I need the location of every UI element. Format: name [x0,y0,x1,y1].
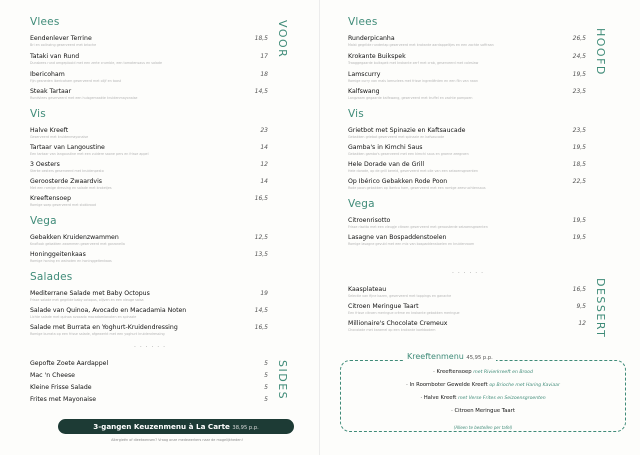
course-desc: op Brioche met Haring Kaviaar [489,383,560,388]
side-item [30,396,268,403]
kreeften-course: · Kreeftensoep met Rivierkreeft en Brood [433,369,533,375]
item-price: 19,5 [572,144,586,151]
kreeftenmenu-label: Kreeftenmenu [407,352,464,361]
item-name: Salade van Quinoa, Avocado en Macadamia Noten [30,307,187,314]
item-desc: Fijn gesneden ibericoham geserveerd met olijf en toast [30,79,122,83]
item-name: Lasagne van Bospaddenstoelen [348,234,447,241]
menu-item [30,290,268,302]
course-name: Halve Kreeft [423,395,457,401]
item-price: 13,5 [254,251,268,258]
menu-item [30,144,268,156]
menu-item [30,35,268,47]
item-name: Frites met Mayonaise [30,396,97,403]
dessert-item [348,303,586,315]
item-name: Geroosterde Zwaardvis [30,178,103,185]
item-desc: Traaggegaarde buikspek met krokante zerf met crab, geserveerd met coleslaw [348,61,479,65]
vertical-label-hoofd: HOOFD [594,28,607,76]
menu-item [348,144,586,156]
item-name: Halve Kreeft [30,127,69,134]
menu-item [30,307,268,319]
keuzenmenu-label: 3-gangen Keuzenmenu à La Carte [93,422,230,431]
keuzenmenu-banner [58,419,294,434]
item-price: 26,5 [572,35,586,42]
item-name: Lamscurry [348,71,381,78]
menu-item [30,178,268,190]
item-desc: Een tartaar van langoustine met een zuidere saone pers en frisse appel [30,152,149,156]
item-desc: Geserveerd met kruidenmayonaise [30,135,89,139]
item-desc: Frisse salade met gegrilde baby octopus, olijven en een vleuge salsa [30,298,144,302]
kreeften-course: · In Roomboter Gewelde Kreeft op Brioche met Haring Kaviaar [406,382,560,388]
menu-item [348,53,586,65]
item-desc: Romige burrata op een frisse salade, afgewerkt met een yoghurt kruidendressing [30,332,165,336]
item-price: 19,5 [572,71,586,78]
side-item [30,372,268,379]
menu-item [348,71,586,83]
page-fold [319,0,320,455]
section-title-salades: Salades [30,271,73,283]
menu-item [348,35,586,47]
item-desc: Sterke oesters geserveerd met kruidenpesto [30,169,104,173]
item-price: 18,5 [254,35,268,42]
item-desc: Gebakken gamba's geserveerd met een kimchi saus en groene zeegroen [348,152,469,156]
item-name: Kalfswang [348,88,380,95]
item-desc: Langzaam gegaarde kalfswang, geserveerd met truffel en zachte pompoen [348,96,473,100]
item-name: 3 Oesters [30,161,60,168]
item-price: 12 [260,161,268,168]
menu-item [348,88,586,100]
item-name: Mac 'n Cheese [30,372,75,379]
item-name: Ibericoham [30,71,65,78]
item-name: Gamba's in Kimchi Saus [348,144,423,151]
section-title-vis-voor: Vis [30,108,46,120]
item-price: 14,5 [254,88,268,95]
menu-item [30,127,268,139]
item-name: Steak Tartaar [30,88,72,95]
item-price: 14 [260,144,268,151]
side-item [30,360,268,367]
item-desc: Romige curry van mals lamsvlees met frisse ingrediënten en een flin van naan [348,79,478,83]
item-desc: Romige soep geserveerd met stokbrood [30,203,97,207]
item-name: Gebakken Kruidenzwammen [30,234,119,241]
item-desc: Malst gegrilde runderlap geserveerd met krokante aardappeltjes en een zachte saffraan [348,43,494,47]
item-name: Gepofte Zoete Aardappel [30,360,109,367]
item-name: Runderpicanha [348,35,395,42]
item-desc: Romige honing en walnoten en honinggeitenkaas [30,259,112,263]
item-price: 23,5 [572,127,586,134]
menu-item [348,161,586,173]
separator-dots: . . . . . . [134,342,166,349]
vertical-label-dessert: DESSERT [594,278,607,339]
item-desc: Romige lasagne gevuld met een mix van bospaddenstoelen en kruidenroom [348,242,475,246]
item-desc: Bri en oolinzing geserveerd met brioche [30,43,97,47]
item-desc: Een frisse citroen meringue crème en krokante gebakken meringue [348,311,460,315]
item-price: 5 [264,372,268,379]
item-name: Kreeftensoep [30,195,72,202]
section-title-vis-hoofd: Vis [348,108,364,120]
item-price: 14,5 [254,307,268,314]
item-price: 19,5 [572,217,586,224]
item-desc: Chocolade met karamel op een krokante koekbodem [348,328,436,332]
menu-item [348,217,586,229]
item-desc: Rundvlees geserveerd met een huisgemaakte kruidenmayonaise [30,96,138,100]
item-desc: Gebakken griebot geserveerd met spinazie en kafsaucade [348,135,445,139]
vertical-label-sides: SIDES [276,360,289,401]
item-price: 24,5 [572,53,586,60]
menu-item [348,127,586,139]
item-price: 14 [260,178,268,185]
item-desc: Lichte salade met quinoa avocado macadamianoten en spinazie [30,315,137,319]
item-price: 23,5 [572,88,586,95]
item-name: Eendenlever Terrine [30,35,92,42]
item-name: Mediterrane Salade met Baby Octopus [30,290,150,297]
item-price: 9,5 [576,303,586,310]
item-name: Kleine Frisse Salade [30,384,92,391]
menu-item [30,71,268,83]
item-price: 16,5 [254,324,268,331]
item-price: 18 [260,71,268,78]
item-desc: Dunsbees rund omgeplooid met een zerte crumble, een tomatensaus en salade [30,61,163,65]
menu-item [30,251,268,263]
menu-item [30,161,268,173]
section-title-vega-hoofd: Vega [348,198,375,210]
kreeftenmenu-note: (Alleen te bestellen per tafel) [453,425,513,430]
dessert-item [348,286,586,298]
menu-item [30,195,268,207]
course-desc: met Rivierkreeft en Brood [473,370,533,375]
item-name: Grietbot met Spinazie en Kaftsaucade [348,127,466,134]
vertical-label-voor: VOOR [276,20,289,59]
menu-item [348,178,586,190]
item-name: Tataki van Rund [30,53,80,60]
item-price: 5 [264,384,268,391]
menu-item [30,324,268,336]
kreeften-course: · Citroen Meringue Taart [451,408,515,414]
item-name: Salade met Burrata en Yoghurt-Kruidendressing [30,324,178,331]
item-desc: Selectie van fijne kazen, geserveerd met toppings en ganache [348,294,452,298]
course-name: Kreeftensoep [436,369,472,375]
item-desc: Hele dorade, op de grill bereid, geserveerd met olie van een seizoensgroenten [348,169,478,173]
kreeftenmenu-price: 45,95 p.p. [466,355,493,361]
item-name: Krokante Buikspek [348,53,406,60]
item-name: Millionaire's Chocolate Cremeux [348,320,448,327]
item-price: 22,5 [572,178,586,185]
menu-item [30,234,268,246]
item-name: Kaasplateau [348,286,387,293]
item-price: 5 [264,360,268,367]
kreeftenmenu-title [404,352,496,361]
dessert-item [348,320,586,332]
menu-item [30,88,268,100]
course-name: In Roomboter Gewelde Kreeft [409,382,488,388]
item-price: 19 [260,290,268,297]
item-price: 18,5 [572,161,586,168]
item-name: Tartaar van Langoustine [30,144,105,151]
item-price: 19,5 [572,234,586,241]
item-name: Hele Dorade van de Grill [348,161,425,168]
kreeften-course: · Halve Kreeft met Verse Frites en Seizoensgroenten [420,395,546,401]
item-name: Op Ibérico Gebakken Rode Poon [348,178,448,185]
separator-dots: . . . . . . [452,268,484,275]
course-desc: met Verse Frites en Seizoensgroenten [458,396,546,401]
item-price: 23 [260,127,268,134]
item-price: 16,5 [254,195,268,202]
item-price: 17 [260,53,268,60]
item-desc: Knoflook gebakken zwammen geserveerd met gorzonella [30,242,125,246]
item-price: 12 [578,320,586,327]
item-name: Citroenrisotto [348,217,391,224]
allergy-note: Allergieën of dieetwensen? Vraag onze medewerkers naar de mogelijkheden! [111,438,243,442]
item-desc: Met een romige dressing en salade met kroketjes [30,186,112,190]
left-page [18,8,300,448]
item-price: 16,5 [572,286,586,293]
section-title-vlees-voor: Vlees [30,16,60,28]
item-desc: Rode poon gebakken op iberico ham, geserveerd met een romige zeevruchtensaus [348,186,486,190]
item-name: Honinggeitenkaas [30,251,86,258]
item-desc: Frisse risotto met een vleugje citroen geserveerd met geroosterde seizoensgroenten [348,225,488,229]
keuzenmenu-price: 38,95 p.p. [232,425,259,431]
item-price: 12,5 [254,234,268,241]
menu-item [30,53,268,65]
side-item [30,384,268,391]
course-name: Citroen Meringue Taart [454,408,515,414]
item-price: 5 [264,396,268,403]
menu-item [348,234,586,246]
section-title-vega-voor: Vega [30,215,57,227]
section-title-vlees-hoofd: Vlees [348,16,378,28]
item-name: Citroen Meringue Taart [348,303,419,310]
